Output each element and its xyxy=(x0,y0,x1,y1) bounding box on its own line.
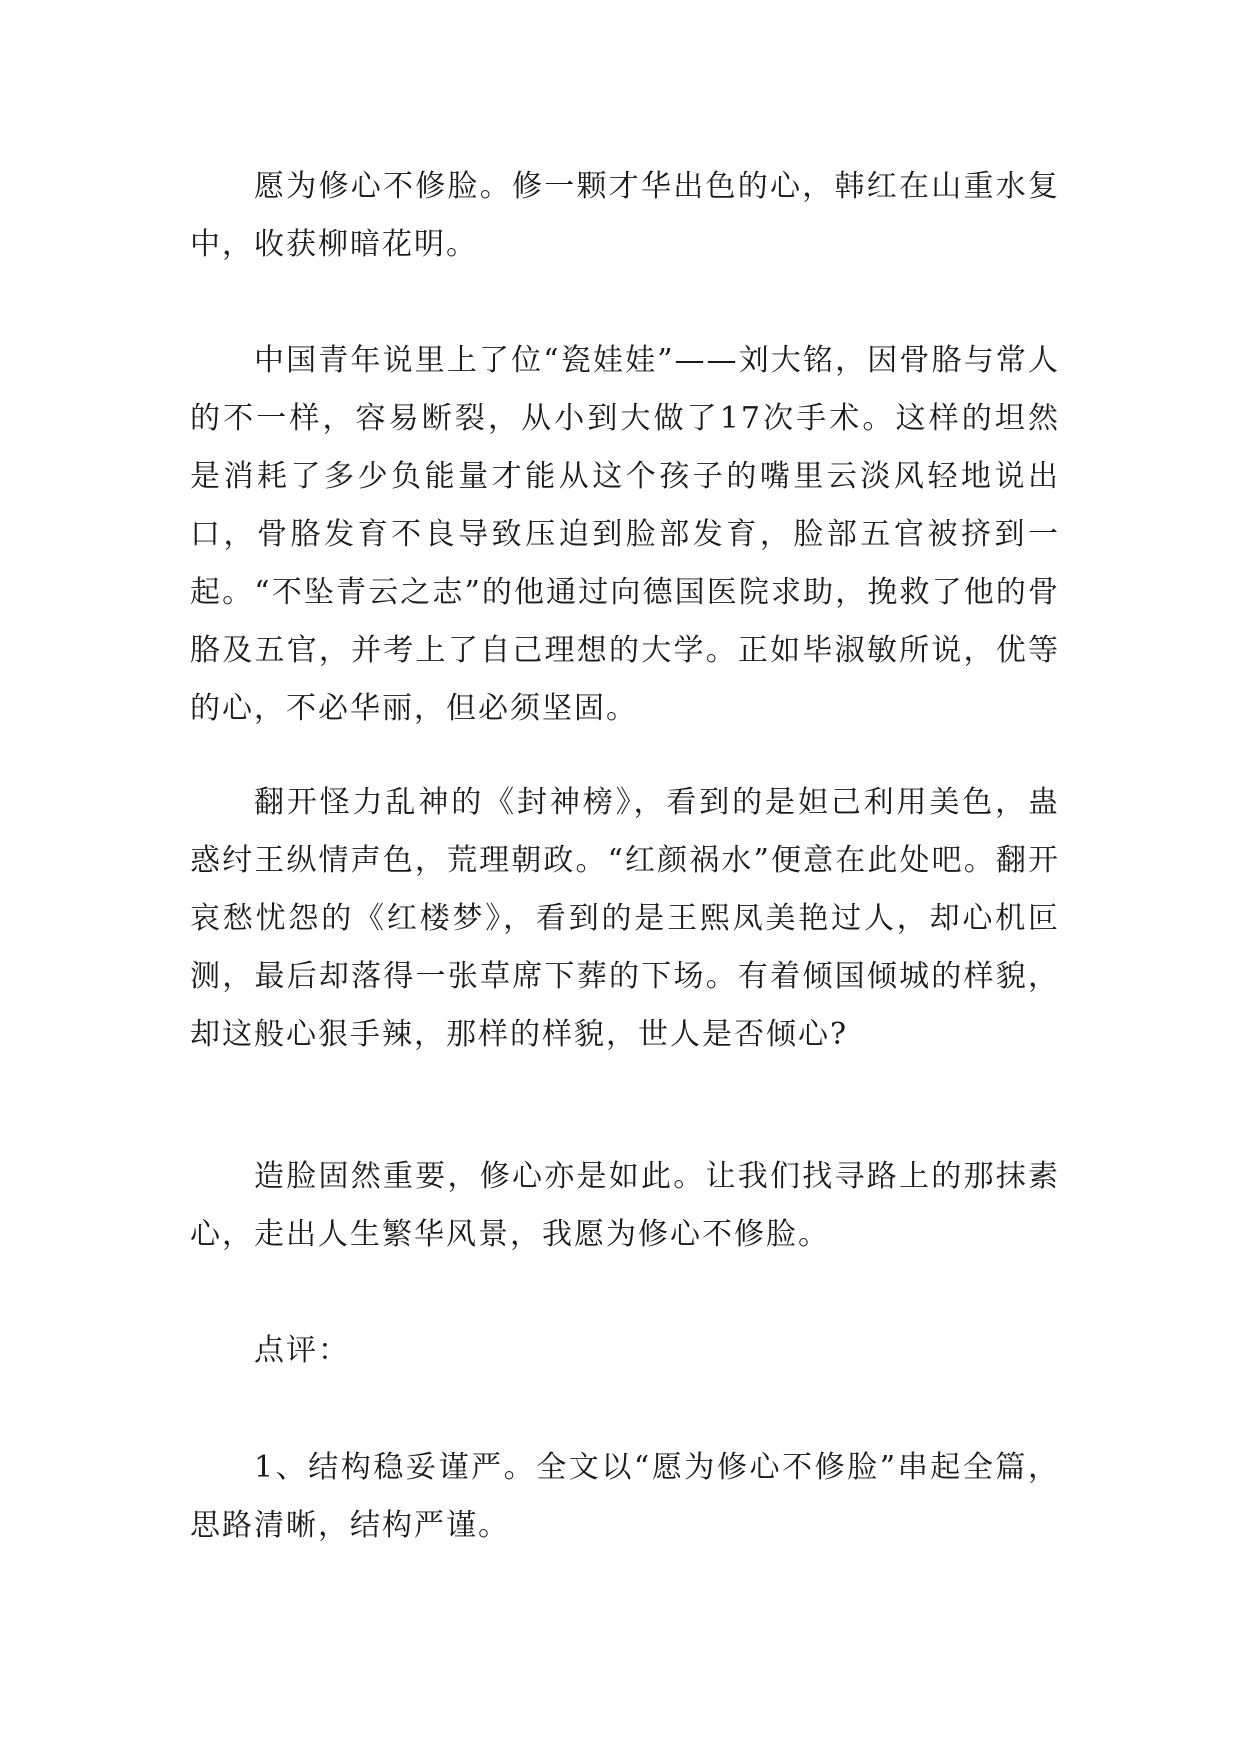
paragraph-conclusion: 造脸固然重要，修心亦是如此。让我们找寻路上的那抹素心，走出人生繁华风景，我愿为修心不修脸。 xyxy=(190,1159,1060,1252)
paragraph-intro: 愿为修心不修脸。修一颗才华出色的心，韩红在山重水复中，收获柳暗花明。 xyxy=(190,169,1060,262)
commentary-heading: 点评： xyxy=(254,1333,350,1368)
paragraph-example-liu-daming: 中国青年说里上了位“瓷娃娃”——刘大铭，因骨胳与常人的不一样，容易断裂，从小到大做了17次手术。这样的坦然是消耗了多少负能量才能从这个孩子的嘴里云淡风轻地说出口，骨胳发育不良导致压迫到脸部发育，脸部五官被挤到一起。“不坠青云之志”的他通过向德国医院求助，挽救了他的骨胳及五官，并考上了自己理想的大学。正如毕淑敏所说，优等的心，不必华丽，但必须坚固。 xyxy=(190,343,1060,726)
paragraph-example-classics: 翻开怪力乱神的《封神榜》，看到的是妲己利用美色，蛊惑纣王纵情声色，荒理朝政。“红颜祸水”便意在此处吧。翻开哀愁忧怨的《红楼梦》，看到的是王熙凤美艳过人，却心机叵测，最后却落得一张草席下葬的下场。有着倾国倾城的样貌，却这般心狠手辣，那样的样貌，世人是否倾心? xyxy=(190,785,1060,1052)
commentary-point-1: 1、结构稳妥谨严。全文以“愿为修心不修脸”串起全篇，思路清晰，结构严谨。 xyxy=(190,1450,1060,1543)
